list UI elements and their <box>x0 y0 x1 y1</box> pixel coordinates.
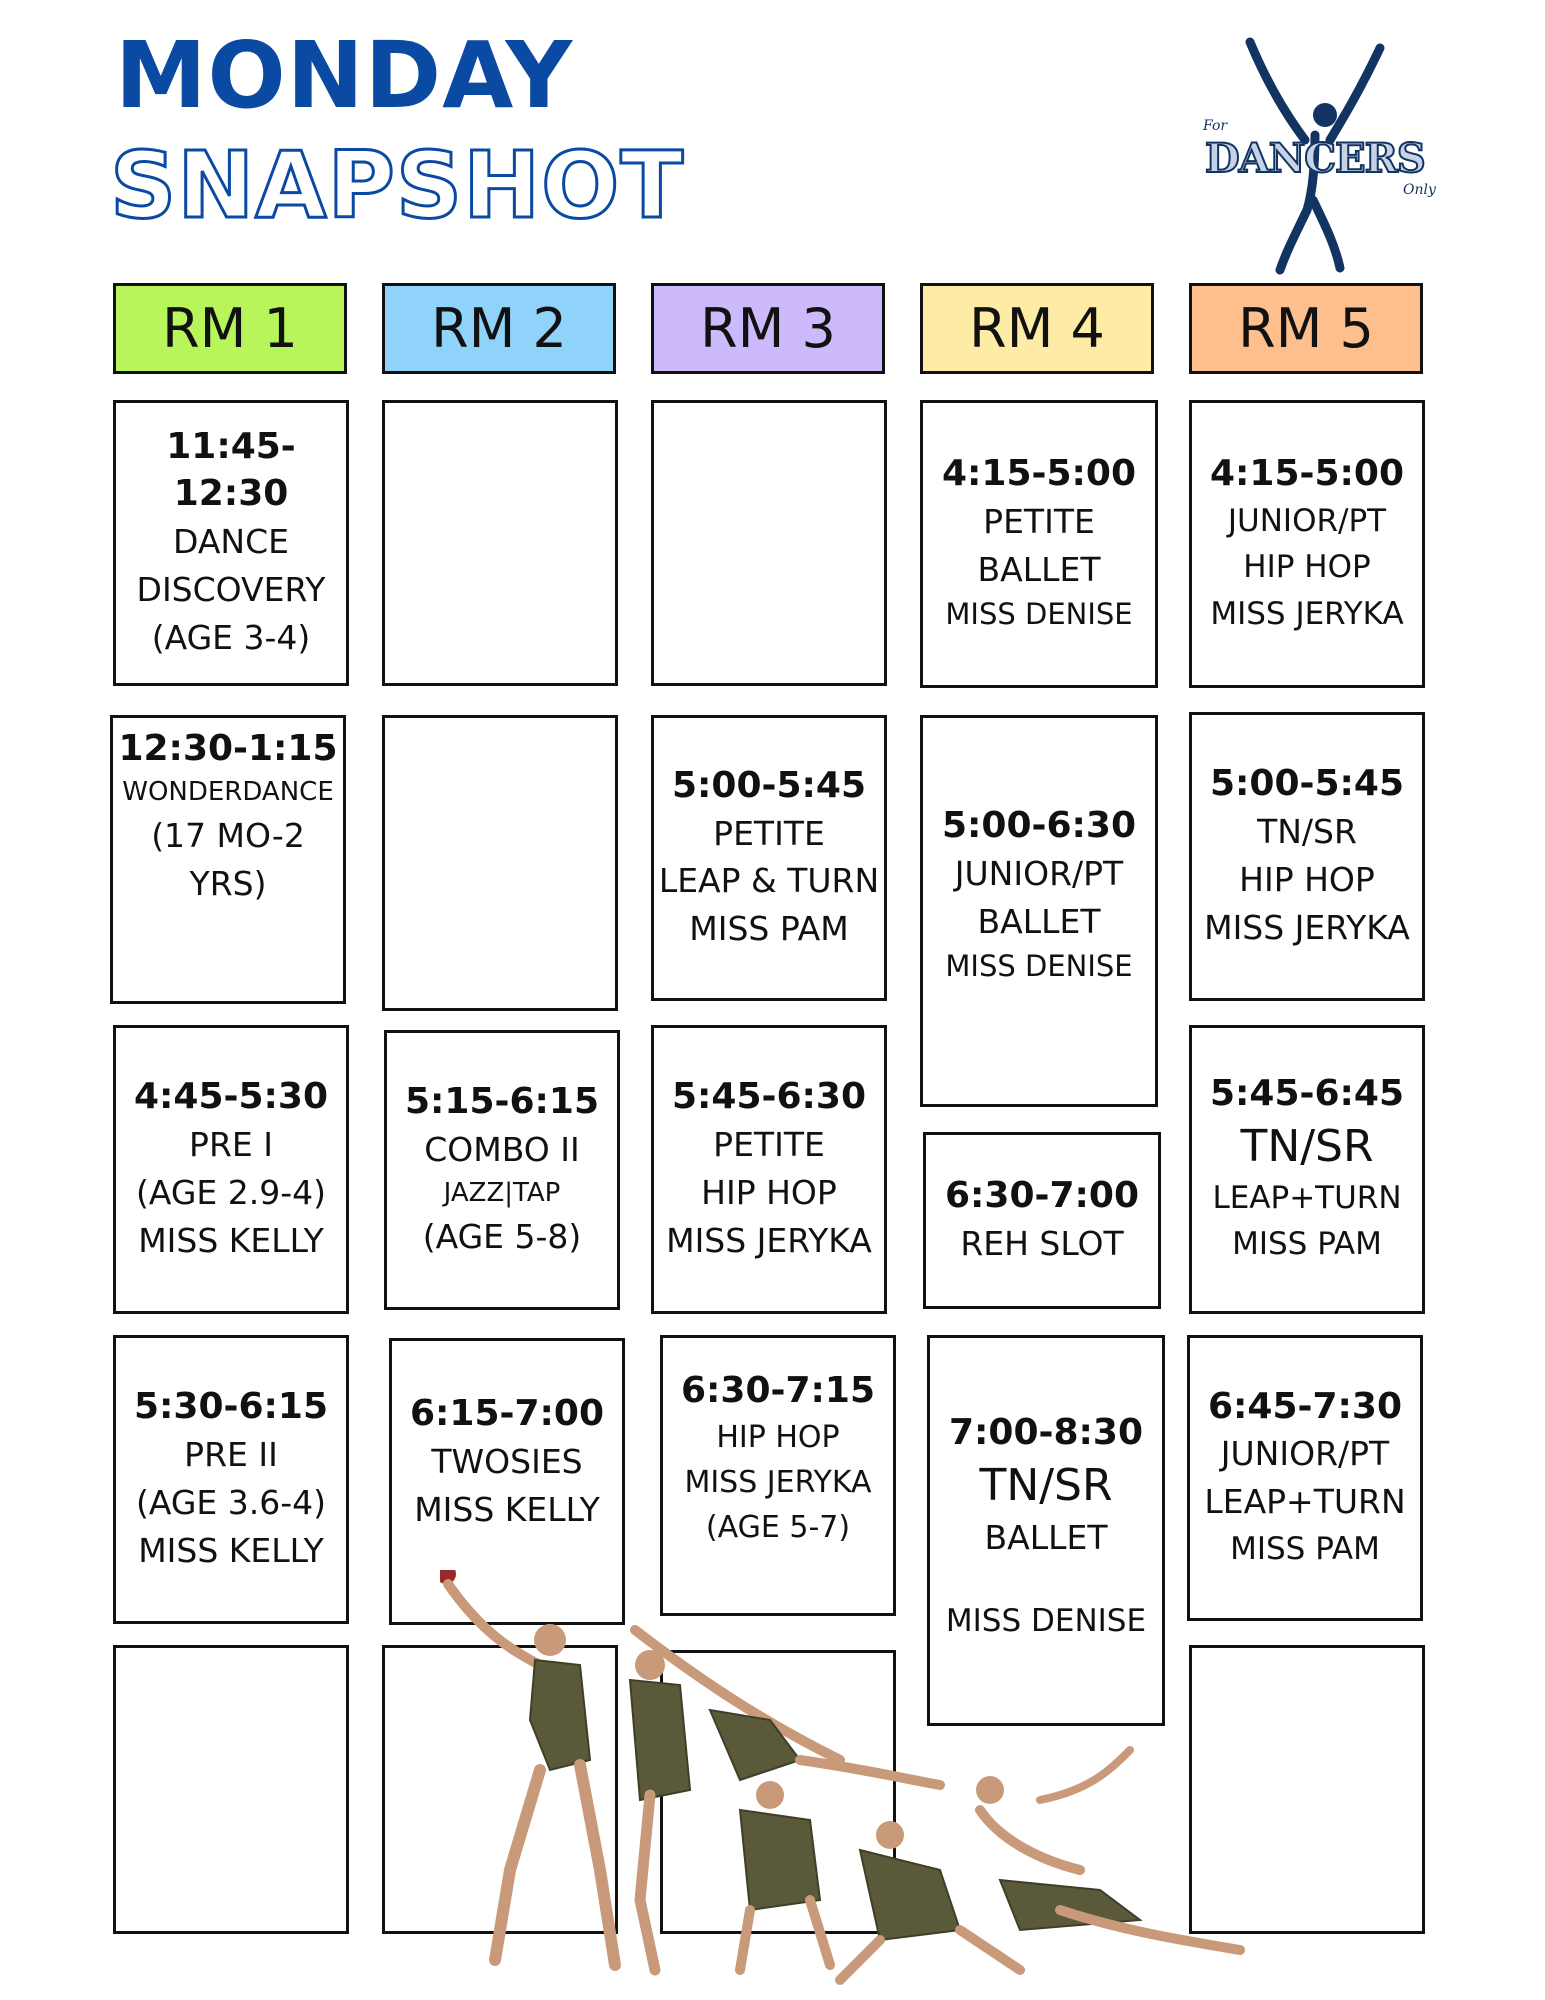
class-slot <box>113 1335 349 1624</box>
class-line: HIP HOP <box>716 1419 840 1455</box>
class-line: (AGE 5-8) <box>422 1216 582 1256</box>
class-slot <box>113 400 349 686</box>
class-time: 6:30-7:00 <box>944 1175 1140 1217</box>
class-slot <box>113 1025 349 1314</box>
class-time: 5:30-6:15 <box>133 1386 329 1428</box>
class-line: HIP HOP <box>1239 859 1375 899</box>
class-time: 5:45-6:45 <box>1209 1073 1405 1114</box>
class-time: 11:45-12:30 <box>166 426 296 515</box>
class-time: 5:00-5:45 <box>671 764 867 806</box>
class-slot <box>1189 712 1425 1001</box>
room-header-4: RM 4 <box>920 283 1154 374</box>
class-line: MISS JERYKA <box>1204 907 1410 947</box>
empty-slot <box>113 1645 349 1934</box>
logo-for-text: For <box>1203 118 1228 134</box>
class-line: PETITE <box>983 501 1095 541</box>
class-line: REH SLOT <box>960 1223 1124 1263</box>
class-slot <box>920 715 1158 1107</box>
class-time: 4:45-5:30 <box>133 1076 329 1118</box>
class-line: (AGE 3-4) <box>151 617 311 657</box>
class-line: TN/SR <box>1257 812 1357 852</box>
room-header-3: RM 3 <box>651 283 885 374</box>
class-line: TN/SR <box>979 1459 1113 1511</box>
class-slot <box>384 1030 620 1310</box>
logo-only-text: Only <box>1403 182 1436 198</box>
class-slot <box>923 1132 1161 1309</box>
class-line: WONDERDANCE <box>122 776 334 807</box>
class-time: 5:00-5:45 <box>1209 763 1405 805</box>
class-line: PETITE <box>713 1125 825 1165</box>
class-line: DANCE <box>173 522 289 562</box>
class-line: MISS DENISE <box>945 597 1133 632</box>
class-time: 7:00-8:30 <box>948 1412 1144 1453</box>
class-line: MISS JERYKA <box>684 1464 872 1500</box>
class-slot <box>110 715 346 1004</box>
class-slot <box>920 400 1158 688</box>
class-line: MISS DENISE <box>945 1602 1147 1639</box>
class-line: MISS PAM <box>1232 1226 1382 1263</box>
dancers-photo <box>440 1570 1280 1990</box>
class-line: JUNIOR/PT <box>1220 1434 1390 1474</box>
class-line: MISS DENISE <box>945 949 1133 984</box>
class-line: BALLET <box>977 549 1101 589</box>
class-line: MISS PAM <box>689 909 849 949</box>
class-line: HIP HOP <box>1243 549 1371 586</box>
class-line: BALLET <box>984 1517 1108 1557</box>
class-line: (AGE 3.6-4) <box>135 1482 327 1522</box>
empty-slot <box>651 400 887 686</box>
class-line: JUNIOR/PT <box>1227 502 1387 539</box>
class-line: MISS KELLY <box>138 1530 324 1570</box>
dancers-group-illustration <box>440 1570 1280 1990</box>
class-line: JUNIOR/PT <box>954 853 1124 893</box>
class-line: BALLET <box>977 901 1101 941</box>
class-time: 4:15-5:00 <box>941 453 1137 494</box>
class-slot <box>651 1025 887 1314</box>
class-time: 5:45-6:30 <box>671 1076 867 1118</box>
logo-dancers-text: DANCERS <box>1205 135 1425 182</box>
room-header-1: RM 1 <box>113 283 347 374</box>
class-line: (17 MO-2 YRS) <box>151 815 305 903</box>
class-line: MISS KELLY <box>138 1220 324 1260</box>
for-dancers-only-logo <box>1195 30 1435 275</box>
class-line: (AGE 2.9-4) <box>135 1172 327 1212</box>
class-line: COMBO II <box>424 1130 580 1170</box>
class-time: 6:30-7:15 <box>680 1370 876 1411</box>
class-line: PETITE <box>713 813 825 853</box>
class-time: 4:15-5:00 <box>1209 452 1405 494</box>
class-time: 6:45-7:30 <box>1207 1385 1403 1427</box>
page-title-snapshot: SNAPSHOT <box>110 132 685 239</box>
class-slot <box>1189 1025 1425 1314</box>
class-time: 5:00-6:30 <box>941 805 1137 846</box>
class-time: 12:30-1:15 <box>118 728 338 769</box>
class-slot <box>1189 400 1425 688</box>
class-line: TN/SR <box>1240 1120 1374 1172</box>
class-line: HIP HOP <box>701 1172 837 1212</box>
class-line: LEAP+TURN <box>1212 1179 1402 1216</box>
room-header-5: RM 5 <box>1189 283 1423 374</box>
class-line: PRE II <box>184 1435 278 1475</box>
class-slot <box>651 715 887 1001</box>
class-line: DISCOVERY <box>136 569 326 609</box>
class-line: MISS PAM <box>1230 1530 1380 1567</box>
class-line: (AGE 5-7) <box>705 1509 851 1545</box>
class-line: MISS JERYKA <box>1210 595 1404 632</box>
empty-slot <box>382 400 618 686</box>
class-line: MISS JERYKA <box>666 1220 872 1260</box>
class-line: LEAP & TURN <box>658 861 880 901</box>
class-line: TWOSIES <box>431 1441 583 1481</box>
class-line: JAZZ|TAP <box>443 1177 561 1208</box>
page-title-monday: MONDAY <box>115 22 574 129</box>
class-line: LEAP+TURN <box>1204 1482 1406 1522</box>
empty-slot <box>382 715 618 1011</box>
class-line: PRE I <box>189 1125 273 1165</box>
class-time: 6:15-7:00 <box>409 1393 605 1434</box>
class-line: MISS KELLY <box>414 1489 600 1529</box>
room-header-2: RM 2 <box>382 283 616 374</box>
class-time: 5:15-6:15 <box>404 1081 600 1123</box>
